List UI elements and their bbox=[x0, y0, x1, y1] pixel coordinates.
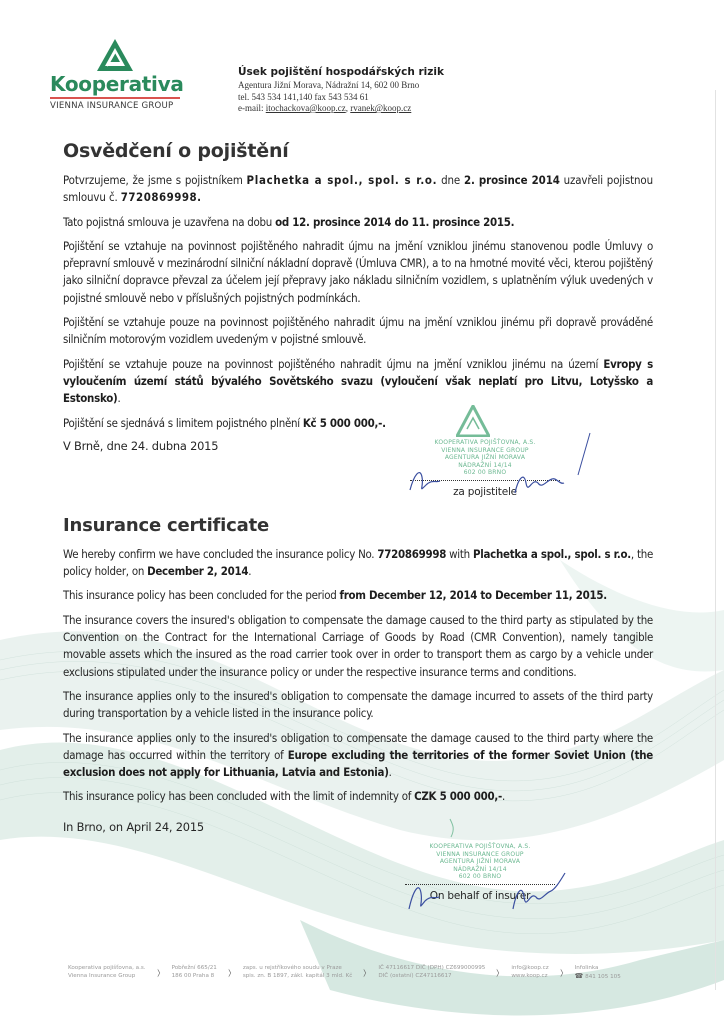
text: uzavřeli pojistnou smlouvu č. bbox=[63, 173, 653, 205]
conclusion-date: December 2, 2014 bbox=[147, 564, 249, 579]
stamp-line: AGENTURA JIŽNÍ MORAVA bbox=[444, 454, 526, 461]
english-paragraph-6 bbox=[63, 788, 653, 805]
footer-text: Infolinka bbox=[574, 964, 599, 971]
conclusion-date: 2. prosince 2014 bbox=[463, 173, 560, 187]
logo-group: VIENNA INSURANCE GROUP bbox=[50, 101, 174, 111]
kooperativa-logo bbox=[50, 38, 184, 111]
text: Tato pojistná smlouva je uzavřena na dobu bbox=[63, 214, 276, 229]
czech-stamp-signature bbox=[400, 405, 570, 498]
english-paragraph-1 bbox=[63, 546, 653, 581]
footer-text: IČ 47116617 DIČ (DPH) CZ699000995 bbox=[378, 965, 486, 971]
footer-company bbox=[68, 964, 146, 980]
kooperativa-triangle-logo-icon bbox=[96, 38, 134, 72]
policy-number: 7720869998 bbox=[377, 546, 447, 561]
logo-brand: Kooperativa bbox=[50, 72, 184, 96]
policy-period: from December 12, 2014 to December 11, 2015. bbox=[339, 588, 607, 603]
hotline-number: 841 105 105 bbox=[585, 973, 621, 980]
text: Pojištění se sjednává s limitem pojistného plnění bbox=[63, 415, 303, 430]
chevron-right-icon: › bbox=[363, 960, 368, 984]
stamp-line: VIENNA INSURANCE GROUP bbox=[441, 446, 529, 454]
sender-email bbox=[238, 103, 444, 115]
stamp-line: NÁDRAŽNÍ 14/14 bbox=[453, 865, 507, 873]
department-name: Úsek pojištění hospodářských rizik bbox=[238, 66, 444, 78]
policyholder-name: Plachetka a spol., spol. s r.o. bbox=[472, 546, 631, 561]
czech-place-date: V Brně, dne 24. dubna 2015 bbox=[63, 438, 219, 453]
czech-signature-caption: za pojistitele bbox=[453, 485, 517, 498]
sender-block bbox=[238, 66, 444, 115]
logo-rule bbox=[50, 97, 180, 99]
czech-paragraph-2 bbox=[63, 214, 653, 231]
english-paragraph-5 bbox=[63, 730, 653, 782]
footer-hotline bbox=[575, 964, 621, 981]
english-place-date: In Brno, on April 24, 2015 bbox=[63, 819, 204, 834]
stamp-line: KOOPERATIVA POJIŠŤOVNA, A.S. bbox=[434, 439, 536, 446]
text: . bbox=[388, 765, 392, 780]
policyholder-name: Plachetka a spol., spol. s r.o. bbox=[246, 173, 438, 187]
english-signature-caption: On behalf of insurer bbox=[429, 889, 531, 902]
sender-address: Agentura Jižní Morava, Nádražní 14, 602 00 Brno bbox=[238, 80, 420, 90]
text: , the policy holder, on bbox=[63, 546, 654, 579]
czech-paragraph-1 bbox=[63, 172, 653, 207]
english-stamp-signature bbox=[395, 817, 565, 902]
footer-email[interactable]: info@koop.cz bbox=[511, 965, 549, 971]
limit-amount: Kč 5 000 000,-. bbox=[302, 415, 386, 430]
text: We hereby confirm we have concluded the insurance policy No. bbox=[63, 546, 378, 561]
telephone-icon: ☎ bbox=[574, 971, 584, 980]
chevron-right-icon: › bbox=[156, 960, 161, 984]
handwritten-signature bbox=[400, 405, 600, 515]
text: . bbox=[502, 789, 506, 804]
footer-tax-ids bbox=[378, 964, 485, 980]
text: . bbox=[117, 391, 121, 406]
czech-title: Osvědčení o pojištění bbox=[63, 140, 289, 162]
stamp-line: KOOPERATIVA POJIŠŤOVNA, A.S. bbox=[429, 843, 531, 850]
footer-text: zaps. u rejstříkového soudu v Praze bbox=[242, 965, 342, 971]
footer-address bbox=[172, 964, 217, 980]
policy-number: 7720869998. bbox=[120, 190, 202, 205]
text: . bbox=[248, 564, 252, 579]
stamp-line: VIENNA INSURANCE GROUP bbox=[436, 850, 524, 858]
english-paragraph-3: The insurance covers the insured's obligation to compensate the damage caused to the third party as stipulated by the Convention on the Contract for the International Carriage of Goods by Road (CMR Convention), namely tangible movable assets which the insured as the road carrier took over in order to transport them as cargo by a vehicle under exclusions stipulated under the insurance policy or under the respective insurance terms and conditions. bbox=[63, 612, 653, 679]
limit-amount: CZK 5 000 000,- bbox=[414, 789, 503, 804]
text: dne bbox=[437, 173, 464, 187]
text: This insurance policy has been concluded with the limit of indemnity of bbox=[63, 789, 415, 804]
text: with bbox=[446, 546, 473, 561]
text: The insurance applies only to the insured's obligation to compensate the damage caused to the third party where the damage has occurred within the territory of bbox=[63, 730, 653, 762]
stamp-line: AGENTURA JIŽNÍ MORAVA bbox=[439, 858, 521, 865]
czech-paragraph-5 bbox=[63, 356, 653, 408]
email-link-2[interactable]: rvanek@koop.cz bbox=[350, 103, 412, 113]
footer-text: Kooperativa pojišťovna, a.s. bbox=[68, 965, 146, 971]
territory: Evropy s vyloučením území států bývalého Sovětského svazu (vyloučení však neplatí pro Litvu, Lotyšsko a Estonsko) bbox=[63, 356, 654, 406]
footer-website[interactable]: www.koop.cz bbox=[511, 973, 548, 979]
text: Potvrzujeme, že jsme s pojistníkem bbox=[63, 173, 247, 187]
chevron-right-icon: › bbox=[227, 960, 232, 984]
territory: Europe excluding the territories of the former Soviet Union (the exclusion does not apply for Lithuania, Latvia and Estonia) bbox=[63, 747, 653, 780]
stamp-line: 602 00 BRNO bbox=[458, 873, 502, 880]
footer-text: Vienna Insurance Group bbox=[68, 973, 136, 979]
chevron-right-icon: › bbox=[496, 960, 501, 984]
stamp-line: 602 00 BRNO bbox=[463, 469, 507, 476]
footer bbox=[68, 962, 668, 982]
page-edge-line bbox=[715, 90, 716, 990]
footer-text: DIČ (ostatní) CZ47116617 bbox=[378, 973, 452, 979]
footer-text: spis. zn. B 1897, zákl. kapitál 3 mld. Kč bbox=[242, 973, 353, 979]
text: Pojištění se vztahuje pouze na povinnost pojištěného nahradit újmu na jmění vzniklou jinému na území bbox=[63, 356, 604, 371]
email-link-1[interactable]: itochackova@koop.cz bbox=[265, 103, 346, 113]
english-title: Insurance certificate bbox=[63, 514, 269, 536]
policy-period: od 12. prosince 2014 do 11. prosince 2015. bbox=[275, 214, 515, 229]
sender-phone: tel. 543 534 141,140 fax 543 534 61 bbox=[238, 91, 369, 102]
english-paragraph-4: The insurance applies only to the insured's obligation to compensate the damage incurred to assets of the third party during transportation by a vehicle listed in the insurance policy. bbox=[63, 688, 653, 721]
footer-registration bbox=[243, 964, 352, 980]
handwritten-signature bbox=[395, 817, 595, 927]
email-label: e-mail: bbox=[238, 103, 266, 113]
stamp-line: NÁDRAŽNÍ 14/14 bbox=[458, 461, 512, 469]
czech-paragraph-4: Pojištění se vztahuje pouze na povinnost pojištěného nahradit újmu na jmění vzniklou jinému při dopravě prováděné silničním motorovým vozidlem uvedeným v pojistné smlouvě. bbox=[63, 315, 653, 347]
footer-contact bbox=[511, 964, 548, 980]
english-paragraph-2 bbox=[63, 587, 653, 604]
text: This insurance policy has been concluded for the period bbox=[63, 588, 340, 603]
czech-paragraph-3: Pojištění se vztahuje na povinnost pojištěného nahradit újmu na jmění vzniklou jinému stanovenou podle Úmluvy o přepravní smlouvě v mezinárodní silniční nákladní dopravě (Úmluva CMR), a to na hmotné movité věci, kterou pojištěný jako silniční dopravce převzal za účelem její přepravy jako nákladu silničním vozidlem, s uplatněním výluk uvedených v pojistné smlouvě nebo v příslušných pojistných podmínkách. bbox=[63, 238, 653, 305]
footer-text: 186 00 Praha 8 bbox=[171, 973, 215, 979]
email-separator: , bbox=[345, 103, 351, 113]
chevron-right-icon: › bbox=[559, 960, 564, 984]
footer-text: Pobřežní 665/21 bbox=[171, 965, 217, 971]
